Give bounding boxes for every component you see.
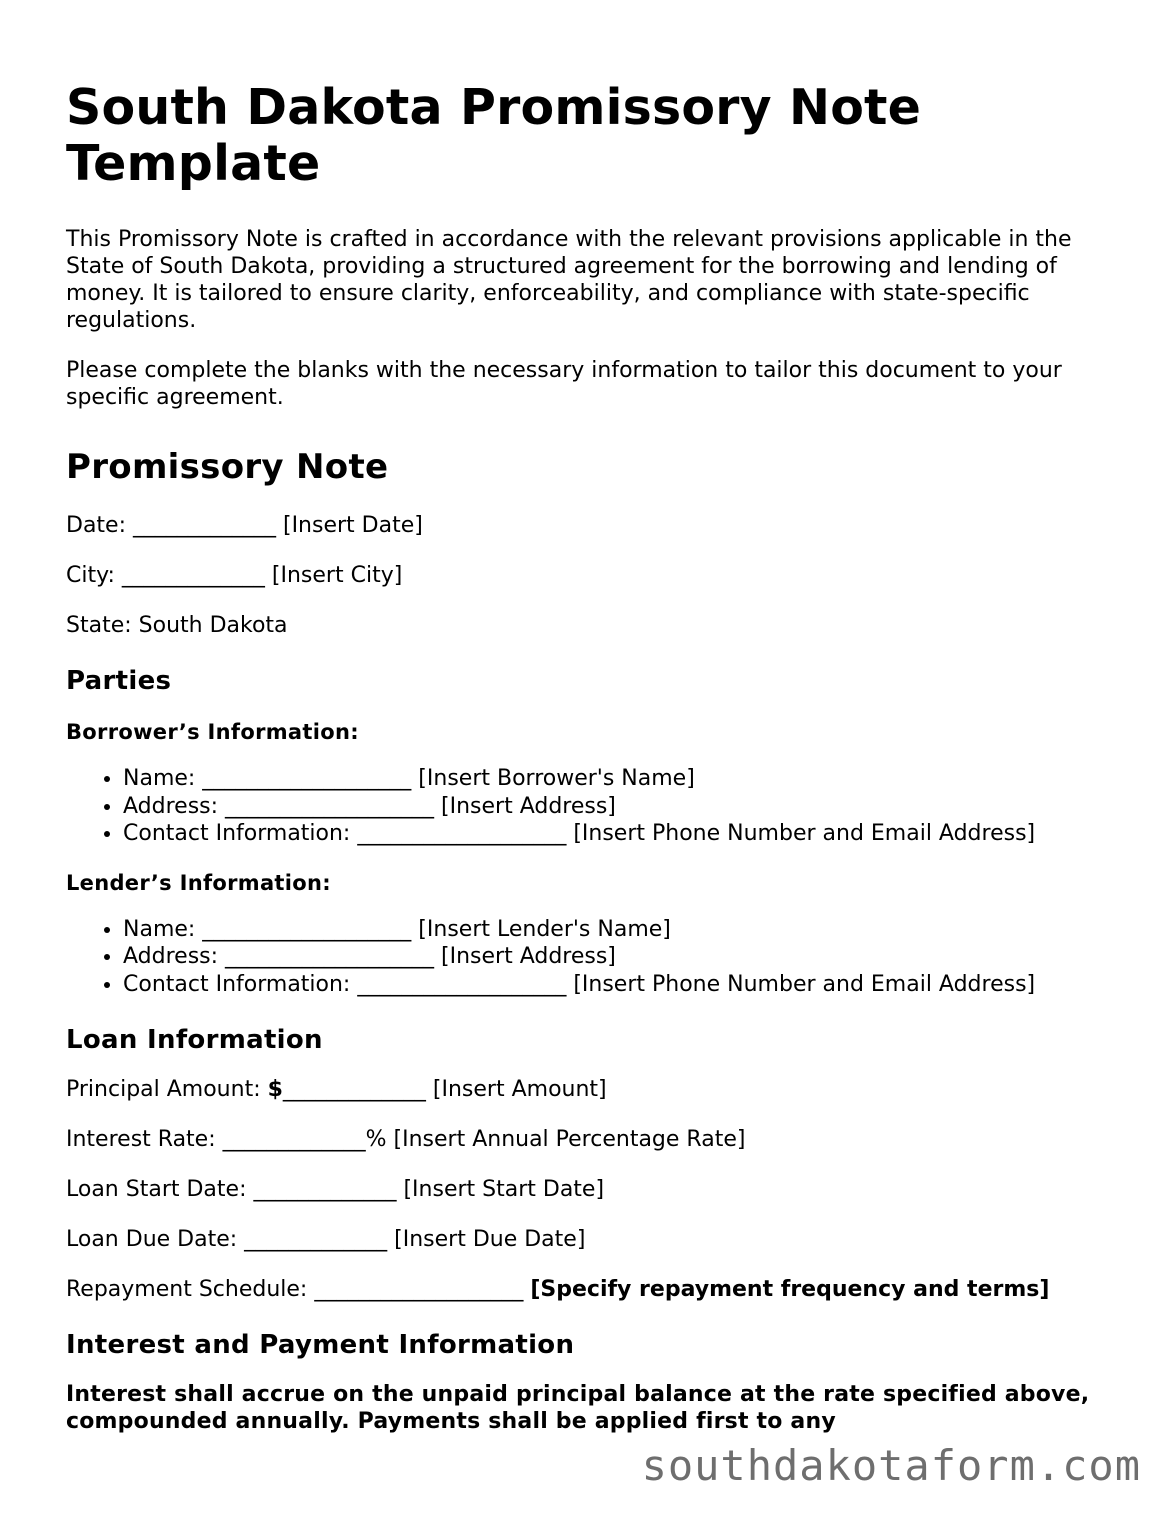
promissory-note-heading: Promissory Note <box>66 447 389 487</box>
principal-amount-blank: _____________ [Insert Amount] <box>282 1077 607 1102</box>
state-field: State: South Dakota <box>66 613 288 638</box>
borrower-address-item: • Address: ___________________ [Insert Address] <box>123 793 1116 821</box>
parties-heading: Parties <box>66 666 172 696</box>
lender-info-list <box>66 916 1116 999</box>
loan-information-heading: Loan Information <box>66 1025 323 1055</box>
principal-amount-label: Principal Amount: <box>66 1077 268 1102</box>
borrower-contact-item: • Contact Information: ___________________ [Insert Phone Number and Email Address] <box>123 820 1116 848</box>
lender-name-item: • Name: ___________________ [Insert Lender's Name] <box>123 916 1116 944</box>
repayment-schedule-instruction: [Specify repayment frequency and terms] <box>530 1277 1050 1302</box>
intro-paragraph-2: Please complete the blanks with the necessary information to tailor this document to your specific agreement. <box>66 358 1062 410</box>
repayment-schedule-label: Repayment Schedule: ___________________ <box>66 1277 531 1302</box>
borrower-name-item: • Name: ___________________ [Insert Borrower's Name] <box>123 765 1116 793</box>
borrower-info-list <box>66 765 1116 848</box>
lender-info-heading: Lender’s Information: <box>66 870 331 895</box>
lender-address-item: • Address: ___________________ [Insert Address] <box>123 943 1116 971</box>
city-field: City: _____________ [Insert City] <box>66 563 403 588</box>
borrower-info-heading: Borrower’s Information: <box>66 720 359 744</box>
document-page <box>66 80 1116 1435</box>
interest-payment-heading: Interest and Payment Information <box>66 1330 575 1360</box>
lender-contact-item: • Contact Information: ___________________ [Insert Phone Number and Email Address] <box>123 971 1116 999</box>
date-field: Date: _____________ [Insert Date] <box>66 513 423 538</box>
site-watermark: southdakotaform.com <box>641 1441 1141 1490</box>
interest-payment-text: Interest shall accrue on the unpaid principal balance at the rate specified above, compounded annually. Payments shall be applied first to any <box>66 1382 1090 1434</box>
intro-paragraph-1: This Promissory Note is crafted in accordance with the relevant provisions applicable in the State of South Dakota, providing a structured agreement for the borrowing and lending of money. It is tailored to ensure clarity, enforceability, and compliance with state-specific regulations. <box>66 227 1072 333</box>
loan-start-date-field: Loan Start Date: _____________ [Insert Start Date] <box>66 1177 605 1202</box>
principal-amount-field <box>66 1076 1116 1103</box>
loan-due-date-field: Loan Due Date: _____________ [Insert Due Date] <box>66 1227 586 1252</box>
currency-symbol: $ <box>267 1077 283 1102</box>
document-title: South Dakota Promissory Note Template <box>66 79 922 192</box>
interest-rate-field: Interest Rate: _____________% [Insert Annual Percentage Rate] <box>66 1127 746 1152</box>
repayment-schedule-field <box>66 1276 1116 1303</box>
